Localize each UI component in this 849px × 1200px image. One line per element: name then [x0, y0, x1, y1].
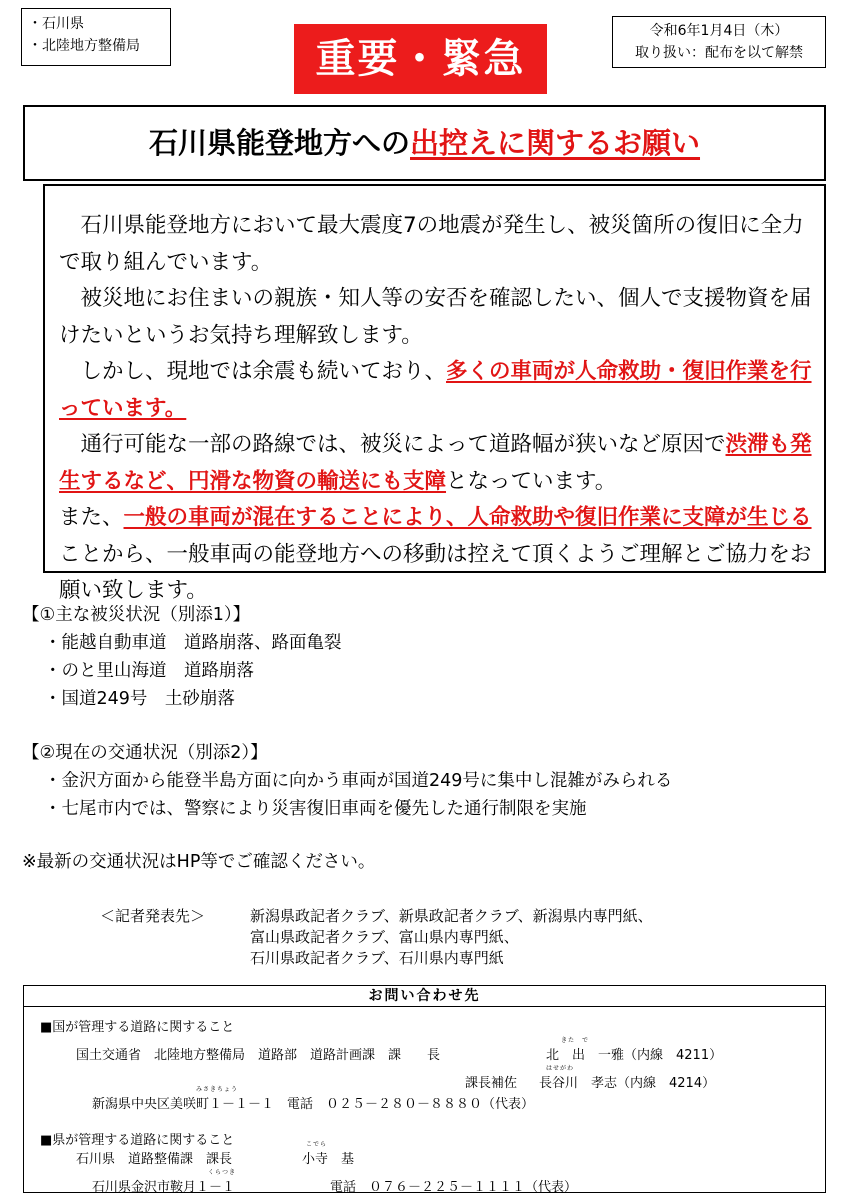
national-name1: 北 出 一雅（内線 4211） — [546, 1048, 723, 1063]
national-org: 国土交通省 北陸地方整備局 道路部 道路計画課 課 長 — [76, 1048, 441, 1063]
national-name1-ruby: きた で — [561, 1037, 590, 1044]
title-highlight: 出控えに関するお願い — [410, 126, 701, 160]
release-date: 令和6年1月4日（木） — [649, 23, 789, 39]
issuer-ishikawa: ・石川県 — [28, 16, 84, 32]
traffic-item: ・七尾市内では、警察により災害復旧車両を優先した通行制限を実施 — [44, 799, 587, 819]
pref-name: 小寺 基 — [302, 1152, 355, 1167]
body-p4-tail: となっています。 — [446, 468, 617, 494]
issuer-box — [21, 8, 171, 66]
body-p5-text: また、 — [59, 505, 124, 530]
title-plain: 石川県能登地方への — [148, 126, 410, 160]
press-line: 新潟県政記者クラブ、新県政記者クラブ、新潟県内専門紙、 — [250, 907, 653, 925]
pref-name-ruby: こでら — [306, 1141, 328, 1148]
traffic-heading: 【②現在の交通状況（別添2）】 — [22, 743, 268, 763]
national-heading: ■国が管理する道路に関すること — [40, 1020, 235, 1035]
press-line: 富山県政記者クラブ、富山県内専門紙、 — [250, 928, 519, 946]
body-p4-emphasis: 渋滞も発生するなど、円滑な物資の輸送にも支障 — [59, 432, 812, 494]
pref-org: 石川県 道路整備課 課長 — [76, 1152, 233, 1167]
body-box — [43, 184, 826, 603]
date-box — [612, 16, 826, 68]
damage-item: ・のと里山海道 道路崩落 — [44, 661, 254, 681]
contact-box — [23, 985, 826, 1193]
traffic-item: ・金沢方面から能登半島方面に向かう車両が国道249号に集中し混雑がみられる — [44, 771, 673, 791]
body-paragraph-3 — [59, 354, 814, 427]
national-address-ruby: みさきちょう — [196, 1086, 239, 1093]
traffic-section — [22, 739, 837, 823]
handling-note: 取り扱い：配布を以て解禁 — [635, 45, 803, 61]
body-p3-text: しかし、現地では余震も続いており、 — [80, 359, 447, 384]
national-name2: 長谷川 孝志（内線 4214） — [539, 1076, 716, 1091]
body-paragraph-1: 石川県能登地方において最大震度7の地震が発生し、被災箇所の復旧に全力で取り組んでいます。 — [59, 213, 804, 275]
press-list — [250, 906, 653, 969]
body-paragraph-5 — [59, 500, 814, 610]
damage-section — [22, 601, 822, 713]
pref-address: 石川県金沢市鞍月１－１ — [92, 1180, 236, 1195]
body-paragraph-2: 被災地にお住まいの親族・知人等の安否を確認したい、個人で支援物資を届けたいというお気持ち理解致します。 — [59, 286, 812, 348]
national-name2-ruby: はせがわ — [546, 1065, 575, 1072]
body-p3-emphasis: 多くの車両が人命救助・復旧作業を行っています。 — [59, 359, 812, 421]
issuer-hokuriku: ・北陸地方整備局 — [28, 38, 140, 54]
damage-item: ・国道249号 土砂崩落 — [44, 689, 235, 709]
national-title2: 課長補佐 — [465, 1076, 518, 1091]
national-address: 新潟県中央区美咲町１－１－１ 電話 ０２５－２８０－８８８０（代表） — [92, 1097, 535, 1112]
title-box — [23, 105, 826, 181]
damage-item: ・能越自動車道 道路崩落、路面亀裂 — [44, 633, 342, 653]
body-p4-text: 通行可能な一部の路線では、被災によって道路幅が狭いなど原因で — [80, 432, 726, 457]
body-p5-emphasis: 一般の車両が混在することにより、人命救助や復旧作業に支障が生じる — [123, 505, 812, 530]
pref-address-ruby: くらつき — [208, 1169, 236, 1176]
press-line: 石川県政記者クラブ、石川県内専門紙 — [250, 949, 504, 967]
body-paragraph-4 — [59, 427, 814, 500]
urgent-badge: 重要・緊急 — [294, 24, 547, 94]
damage-heading: 【①主な被災状況（別添1）】 — [22, 605, 251, 625]
pref-phone: 電話 ０７６－２２５－１１１１（代表） — [330, 1180, 578, 1195]
pref-heading: ■県が管理する道路に関すること — [40, 1133, 235, 1148]
press-label: ＜記者発表先＞ — [100, 907, 206, 925]
traffic-note: ※最新の交通状況はHP等でご確認ください。 — [22, 852, 376, 872]
contact-header: お問い合わせ先 — [24, 986, 825, 1007]
body-p5-tail: ことから、一般車両の能登地方への移動は控えて頂くようご理解とご協力をお願い致します。 — [59, 541, 812, 603]
